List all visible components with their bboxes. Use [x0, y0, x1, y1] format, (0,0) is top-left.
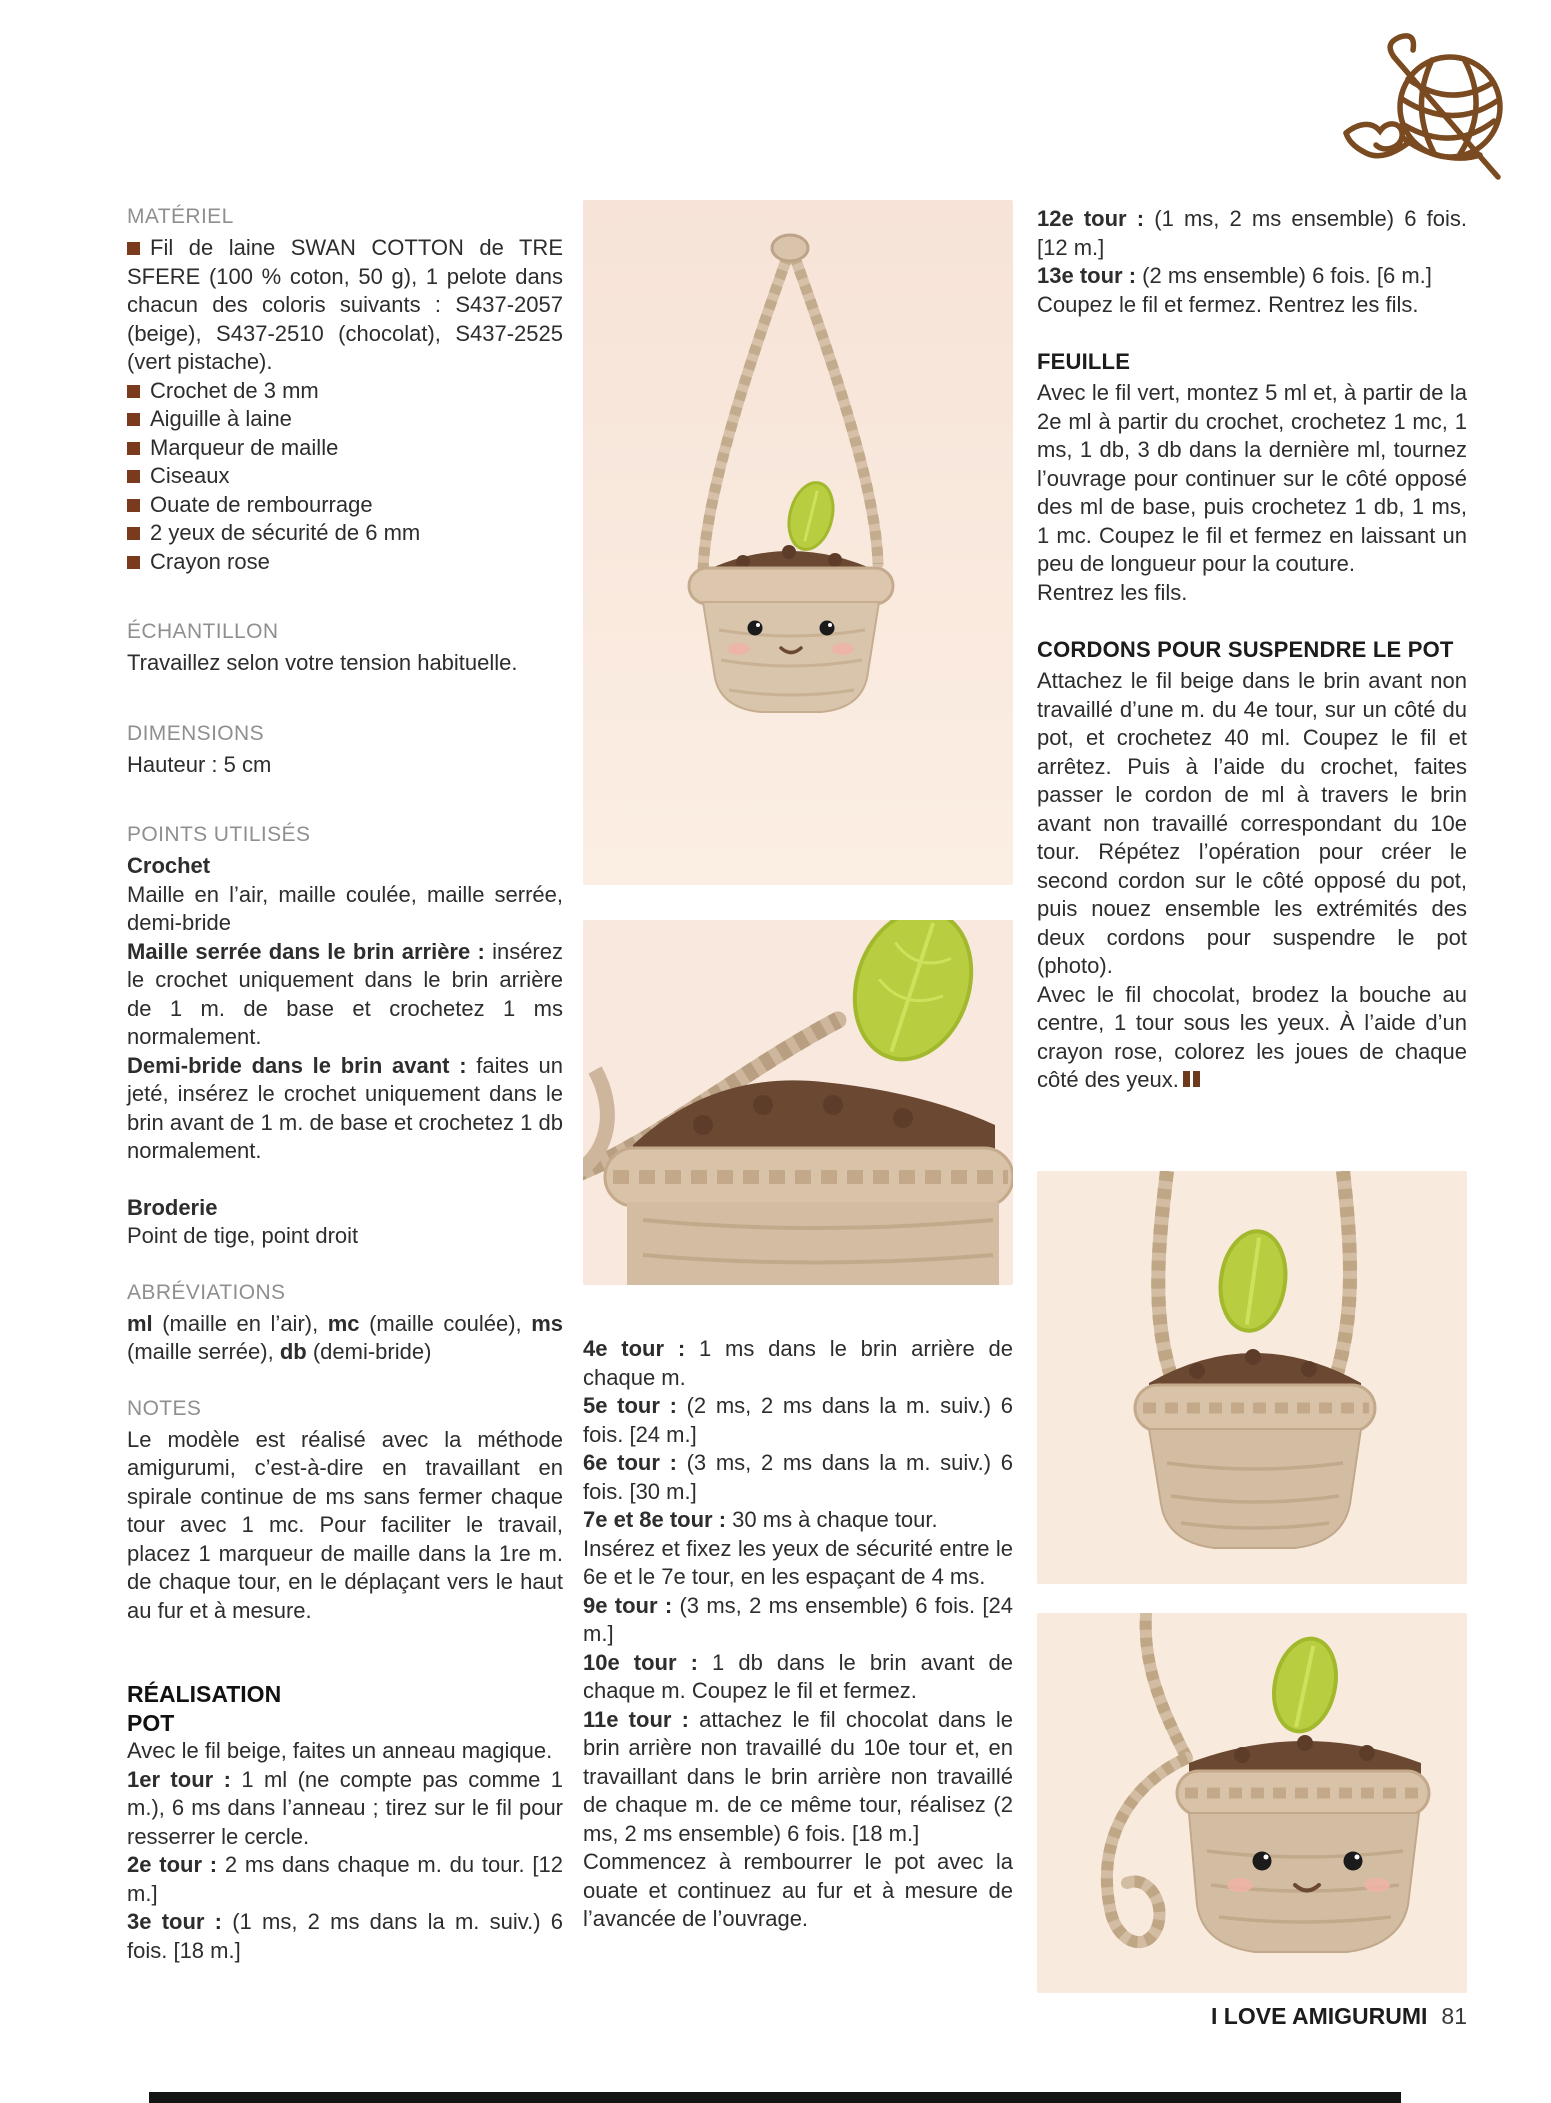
bullet-square-icon [127, 413, 140, 426]
broderie-title: Broderie [127, 1194, 218, 1220]
bullet-square-icon [127, 527, 140, 540]
middle-column [583, 1335, 1013, 1934]
points-crochet-text: Maille en l’air, maille coulée, maille serrée, demi-bride [127, 881, 563, 935]
materiel-item: Fil de laine SWAN COTTON de TRE SFERE (100 % coton, 50 g), 1 pelote dans chacun des coloris suivants : S437-2057 (beige), S437-2510 (chocolat), S437-2525 (vert pistache). [127, 235, 563, 374]
page-number: 81 [1441, 2003, 1467, 2029]
photo-pot-closeup [583, 920, 1013, 1285]
materiel-item: 2 yeux de sécurité de 6 mm [127, 519, 563, 548]
bullet-square-icon [127, 442, 140, 455]
broderie-text: Point de tige, point droit [127, 1223, 359, 1248]
tour-row: 3e tour : (1 ms, 2 ms dans la m. suiv.) 6 fois. [18 m.] [127, 1909, 563, 1963]
bullet-square-icon [127, 499, 140, 512]
tour-row: 5e tour : (2 ms, 2 ms dans la m. suiv.) 6 fois. [24 m.] [583, 1393, 1013, 1447]
tour-row: 6e tour : (3 ms, 2 ms dans la m. suiv.) 6 fois. [30 m.] [583, 1450, 1013, 1504]
instruction-paragraph: Insérez et fixez les yeux de sécurité entre le 6e et le 7e tour, en les espaçant de 4 ms. [583, 1535, 1013, 1589]
section-header-cordons: CORDONS POUR SUSPENDRE LE POT [1037, 637, 1454, 662]
photo-pot-face [1037, 1613, 1467, 1993]
tour-row: 2e tour : 2 ms dans chaque m. du tour. [12 m.] [127, 1852, 563, 1906]
end-mark-icon [1193, 1071, 1200, 1087]
instruction-paragraph: Coupez le fil et fermez. Rentrez les fils. [1037, 291, 1419, 317]
section-header-abreviations: ABRÉVIATIONS [127, 1280, 286, 1304]
echantillon-text: Travaillez selon votre tension habituelle. [127, 650, 518, 675]
tour-row: 7e et 8e tour : 30 ms à chaque tour. [583, 1507, 938, 1532]
section-header-pot: POT [127, 1710, 175, 1736]
section-header-materiel: MATÉRIEL [127, 205, 234, 228]
bottom-edge-bar [149, 2092, 1401, 2103]
dimensions-text: Hauteur : 5 cm [127, 751, 272, 777]
left-column [127, 205, 563, 1965]
tour-row: 11e tour : attachez le fil chocolat dans le brin arrière non travaillé du 10e tour et, en travaillant dans le brin arrière non travaillé de chaque m. de ce même tour, réalisez (2 ms, 2 ms ensemble) 6 fois. [18 m.] [583, 1706, 1013, 1846]
end-mark-icon [1183, 1071, 1190, 1087]
yarn-ball-logo-icon [1338, 22, 1518, 182]
cordons-text: Attachez le fil beige dans le brin avant non travaillé d’une m. du 4e tour, sur un côté du pot, et crochetez 40 ml. Coupez le fil et arrêtez. Puis à l’aide du crochet, faites passer le cordon de ml à travers le brin avant non travaillé correspondant du 10e tour. Répétez l’opération pour créer le second cordon sur le côté opposé du pot, puis nouez ensemble les extrémités des deux cordons pour suspendre le pot (photo). [1037, 668, 1467, 978]
section-header-dimensions: DIMENSIONS [127, 721, 265, 745]
section-header-points-utilises: POINTS UTILISÉS [127, 823, 311, 846]
tour-row: 12e tour : (1 ms, 2 ms ensemble) 6 fois. [12 m.] [1037, 206, 1467, 260]
points-ms-paragraph: Maille serrée dans le brin arrière : insérez le crochet uniquement dans le brin arrière de 1 m. de base et crochetez 1 ms normalement. [127, 938, 563, 1049]
cordons-text-2: Avec le fil chocolat, brodez la bouche au centre, 1 tour sous les yeux. À l’aide d’un crayon rose, colorez les joues de chaque côté des yeux. [1037, 981, 1467, 1092]
photo-hanging-pot [583, 200, 1013, 885]
bullet-square-icon [127, 470, 140, 483]
materiel-item: Ouate de rembourrage [127, 491, 563, 520]
feuille-text-2: Rentrez les fils. [1037, 579, 1188, 605]
materiel-item: Ciseaux [127, 462, 563, 491]
bullet-square-icon [127, 556, 140, 569]
tour-row: 4e tour : 1 ms dans le brin arrière de chaque m. [583, 1336, 1013, 1390]
section-header-feuille: FEUILLE [1037, 349, 1131, 374]
page-footer [1211, 2003, 1467, 2030]
notes-text: Le modèle est réalisé avec la méthode amigurumi, c’est-à-dire en travaillant en spirale continue de ms sans fermer chaque tour avec 1 mc. Pour faciliter le travail, placez 1 marqueur de maille dans la 1re m. de chaque tour, en le déplaçant vers le haut au fur et à mesure. [127, 1426, 563, 1623]
materiel-item: Marqueur de maille [127, 434, 563, 463]
tour-row: 10e tour : 1 db dans le brin avant de chaque m. Coupez le fil et fermez. [583, 1649, 1013, 1703]
points-crochet-title: Crochet [127, 853, 211, 878]
materiel-item: Aiguille à laine [127, 405, 563, 434]
pot-intro: Avec le fil beige, faites un anneau magique. [127, 1738, 553, 1763]
instruction-paragraph: Commencez à rembourrer le pot avec la ouate et continuez au fur et à mesure de l’avancée de l’ouvrage. [583, 1849, 1013, 1931]
points-db-paragraph: Demi-bride dans le brin avant : faites un jeté, insérez le crochet uniquement dans le brin avant de 1 m. de base et crochetez 1 db normalement. [127, 1052, 564, 1163]
feuille-text: Avec le fil vert, montez 5 ml et, à partir de la 2e ml à partir du crochet, crochetez 1 mc, 1 ms, 1 db, 3 db dans la dernière ml, tournez l’ouvrage pour continuer sur le côté opposé des ml de base, puis crochetez 1 db, 1 ms, 1 mc. Coupez le fil et fermez en laissant un peu de longueur pour la couture. [1037, 380, 1467, 576]
materiel-item: Crochet de 3 mm [127, 377, 563, 406]
tour-row: 9e tour : (3 ms, 2 ms ensemble) 6 fois. [24 m.] [583, 1592, 1014, 1646]
tour-row: 1er tour : 1 ml (ne compte pas comme 1 m.), 6 ms dans l’anneau ; tirez sur le fil pour resserrer le cercle. [127, 1766, 563, 1849]
bullet-square-icon [127, 385, 140, 398]
magazine-title: I LOVE AMIGURUMI [1211, 2003, 1428, 2029]
abreviations-text: ml (maille en l’air), mc (maille coulée), ms (maille serrée), db (demi-bride) [127, 1310, 563, 1364]
right-column [1037, 205, 1467, 1095]
photo-pot-hanging-side [1037, 1171, 1467, 1584]
section-header-echantillon: ÉCHANTILLON [127, 620, 279, 643]
materiel-item: Crayon rose [127, 548, 563, 577]
tour-row: 13e tour : (2 ms ensemble) 6 fois. [6 m.] [1037, 263, 1432, 288]
section-header-realisation: RÉALISATION [127, 1681, 282, 1707]
section-header-notes: NOTES [127, 1396, 202, 1420]
bullet-square-icon [127, 242, 140, 255]
